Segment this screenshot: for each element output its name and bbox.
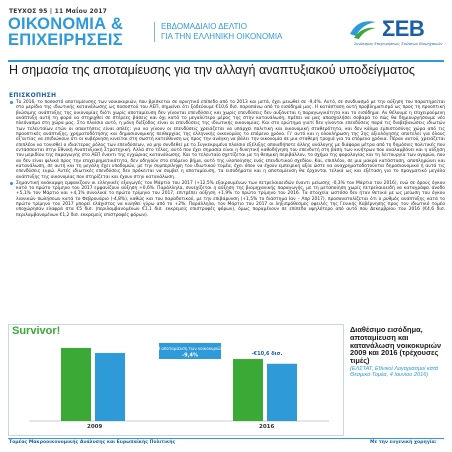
title-line-2: ΕΠΙΧΕΙΡΗΣΕΙΣ: [8, 31, 123, 49]
paragraph-2: Σημαντική ανάκαμψη εμφανίζουν οι ελληνικές εξαγωγές τον Μάρτιο του 2017 (+12,5% εξαιρουμένων των πετρελαιοειδών έναντι μείωσης -0,3% τον Μάρτιο του 2016), ενώ σε όρους όγκου κατά το πρώτο τρίμηνο του 2017 εμφανίζουν αύξηση +0,6%. Παράλληλα, συνεχίζεται η αύξηση της βιομηχανικής παραγωγής, με τη μεταποίηση χωρίς πετρελαιοειδή να καταγράφει άνοδο +5,1% τον Μάρτιο και +4,1% συνολικά το πρώτο τρίμηνο του 2017, επιτρέπει αύξηση +1,9% το πρώτο τρίμηνο του 2016. Τα στοιχεία ωστόσο δεν ήταν θετικά με ως μείωση του όγκου λιανικών πωλήσεων κατά το Φεβρουάριο (-4,8%), καθώς και του παραδοτικού, με την επιβάρυνση (+1,5% το διάστημα Ιαν – Απρ 2017), προσανατολίζεται ότι ο ρυθμός ανάπτυξης κατά το πρώτο τρίμηνο του 2017 μπορεί ελάχιστος να κινηθεί γύρω από το +2%. Παράλληλα, τον Μάρτιο του 2017 οι ληξιπρόθεσμες οφειλές της Γενικής Κυβέρνησης προς τον ιδιωτικό τομέα υποχώρησαν ελαφρά στα €5 δισ. (περιλαμβανομένων €1,1 δισ. εκκρεμείς επιστροφές φόρων), όμως παραμένουν σε επίπεδο υψηλότερο από αυτό που Δεκεμβρίου του 2016 (€4,6 δισ. περιλαμβανομένων €1,2 δισ. εκκρεμείς επιστροφές φόρων).: [9, 181, 445, 218]
bar-2009-series-1: [95, 353, 125, 421]
article-headline: Η σημασία της αποταμίευσης για την αλλαγή αναπτυξιακού υποδείγματος: [9, 63, 415, 77]
annotation-value: -9,4%: [182, 352, 198, 359]
chart-caption: [350, 326, 445, 379]
title-line-1: ΟΙΚΟΝΟΜΙΑ &: [8, 15, 124, 33]
bar-2016-series-1: [267, 364, 297, 421]
section-label: ΕΠΙΣΚΟΠΗΣΗ: [9, 92, 57, 99]
logo-swoosh-icon: [348, 16, 378, 40]
masthead: [8, 16, 444, 60]
publication-subtitle: [154, 22, 282, 42]
issue-line: ΤΕΥΧΟΣ 95 | 11 Μαΐου 2017: [9, 8, 107, 15]
chart-caption-source: (ΕΛΣΤΑΤ, Εθνικοί Λογαριασμοί κατά Θεσμικό Τομέα, 4 Ιουνίου 2016): [350, 365, 439, 379]
chart-title: Survivor!: [12, 325, 61, 337]
footer-department: Τομέας Μακροοικονομικής Ανάλυσης και Ευρωπαϊκής Πολιτικής: [9, 440, 176, 445]
logo-tagline: Σύνδεσμος Επιχειρήσεων, Ενώσεων Βιομηχανιών: [354, 42, 443, 46]
bar-2016-series-0: [233, 359, 263, 421]
x-tick-2009: 2009: [87, 424, 103, 430]
bar-chart: [9, 337, 343, 423]
publication-title: [8, 16, 123, 48]
sev-logo: [348, 16, 443, 56]
chart-panel: [8, 324, 344, 436]
chart-caption-title: Διαθέσιμο εισόδημα, αποταμίευση και κατανάλωση νοικοκυριών 2009 και 2016 (τρέχουσες τιμές): [350, 325, 442, 366]
bar-2009-series-0: [61, 348, 91, 421]
annotation-label: Η αποταμίευση των νοικοκυριών: [157, 346, 223, 351]
subtitle-line-1: ΕΒΔΟΜΑΔΙΑΙΟ ΔΕΛΤΙΟ: [161, 22, 247, 31]
logo-text: ΣΕΒ: [382, 16, 425, 41]
header-divider: [8, 60, 444, 62]
gap-annotation: -€10,6 δισ.: [251, 351, 283, 357]
footer-divider: [8, 438, 444, 439]
footer-sponsor-label: Με την ευγενική χορηγία:: [370, 440, 437, 445]
subtitle-line-2: ΓΙΑ ΤΗΝ ΕΛΛΗΝΙΚΗ ΟΙΚΟΝΟΜΙΑ: [161, 32, 283, 41]
paragraph-1: Το 2016, το ποσοστό αποταμίευσης των νοικοκυριών, που βρίσκεται σε αρνητικό επίπεδο από το 2013 και μετά, έχει μειωθεί σε -9,4%. Αυτό, σε συνδυασμό με την αύξηση του παρατηρείται στο μερίδιο της ιδιωτικής κατανάλωσης ως ποσοστού του ΑΕΠ, σημαίνει ότι ξοδεύουμε €10,6 δισ. παραπάνω από το εισόδημά μας. Η κατάσταση αυτή προβληματισμό ως προς τη προοπτική βιώσιμης ανάπτυξης της οικονομίας διότι χωρίς αποταμίευση δεν γίνονται επενδύσεις και χωρίς επενδύσεις δεν αυξάνεται η παραγωγικότητα και το εισόδημα. Αν θέλουμε η επιχειρούμενη ανάπτυξη αυτή τη φορά να στηριχθεί σε στέρεες βάσεις και όχι κατά το μεγαλύτερο μέρος της στην κατανάλωση, πρέπει να μας απασχολήσει σοβαρά το πώς θα δημιουργήσουμε νέο πλεόνασμα στη χώρα μας. Στο πλαίσιο αυτό, η μόνη διέξοδος είναι οι επενδύσεις της ιδιωτικής οικονομίας. Και στο ερώτημα γιατί δεν γίνονται επενδύσεις παρά τις διαβεβαιώσεις ιδιωτών των τελευταίων ετών οι απαντήσεις είναι απλές: για να γίνουν οι επενδύσεις χρειάζεται να υπάρχει πολιτική και οικονομική σταθερότητα, και δεν κάλμα εμπιστοσύνης χώρα από τις προοπτικές ανάπτυξης, χρηματοδότησης και δημοσιονομικής πειθαρχίας της ελληνικής οικονομίας το επόμενο χρόνο. Γι' αυτό και η ολοκλήρωση της 2ης αξιολόγησης αποτελεί για όλους εξ'αιτίας να επιδιώκουν ότι οι κυβέρνηση κινείται στη σωστή κατεύθυνση ως προς την ανάγκη να βάλει την οικονομία σε μια σταθερή τροχιά για τα επόμενα χρόνια. Πέραν αυτού, χρειάζεται επιπλέον να τονισθεί ο ιδιαίτερος ρόλος των επενδύσεων, να μην συνδεθεί με το Συγκεκριμένο πλαίσιο εξέλιξης οποιαδήποτε άλλης ανάλογης με διάφορα μέτρα από τη δημόσιες πολιτικές που εντάσσονται στην Εθνική Αναπτυξιακή Στρατηγική. Αλλά στο τέλος, αυτό που έχει σημασία είναι η δυνητική καθοδήγηση του επενδυτή στη βάση των κινήτρων που αναλαμβάνει και η αύξηση του μεριδίου της παραγωγής στο ΑΕΠ έναντι της εγχώριας κατανάλωσης. Και το τελευταίο σχετίζεται με τη θεσμική περιβάλλον, το σχήμα της φορολογίας και τη λειτουργία των αγορών, που αν δεν είναι φιλικά προς την επιχειρηματικότητα, δεν οδηγούν στο επόμενο βήμα, αυτό της υλοποίησης ενός επενδυτικού σχεδίου. Και, επιπλέον, σε μια μακρά κατάσταση, αποπληρώνει και κατανάλωση, σε αυτή και τη μεγάλη έχει υποδομών, με την συμπερίληψη του ιδιωτικού τομέα, έχει όπου να έχουν εμπειρική αξία ώστε να αναχρηματοδοτούνται δημοσιονομικά ή αυτά τις επενδύσεις ευρώ. Αυτές ιδιωτικές επενδύσεις δεν πρόκειται να συμβεί η αποταμίευση, τα εισοδήματα και η αποταμίευση θα έρχονται τελικά ως και εξέταση για το πραγματικό μεγάλο ανάπτυξης της οικονομίας που στηρίζεται και έχουν στην κατανάλωση.: [9, 100, 445, 180]
x-tick-2016: 2016: [259, 424, 275, 430]
article-body: [9, 100, 445, 219]
